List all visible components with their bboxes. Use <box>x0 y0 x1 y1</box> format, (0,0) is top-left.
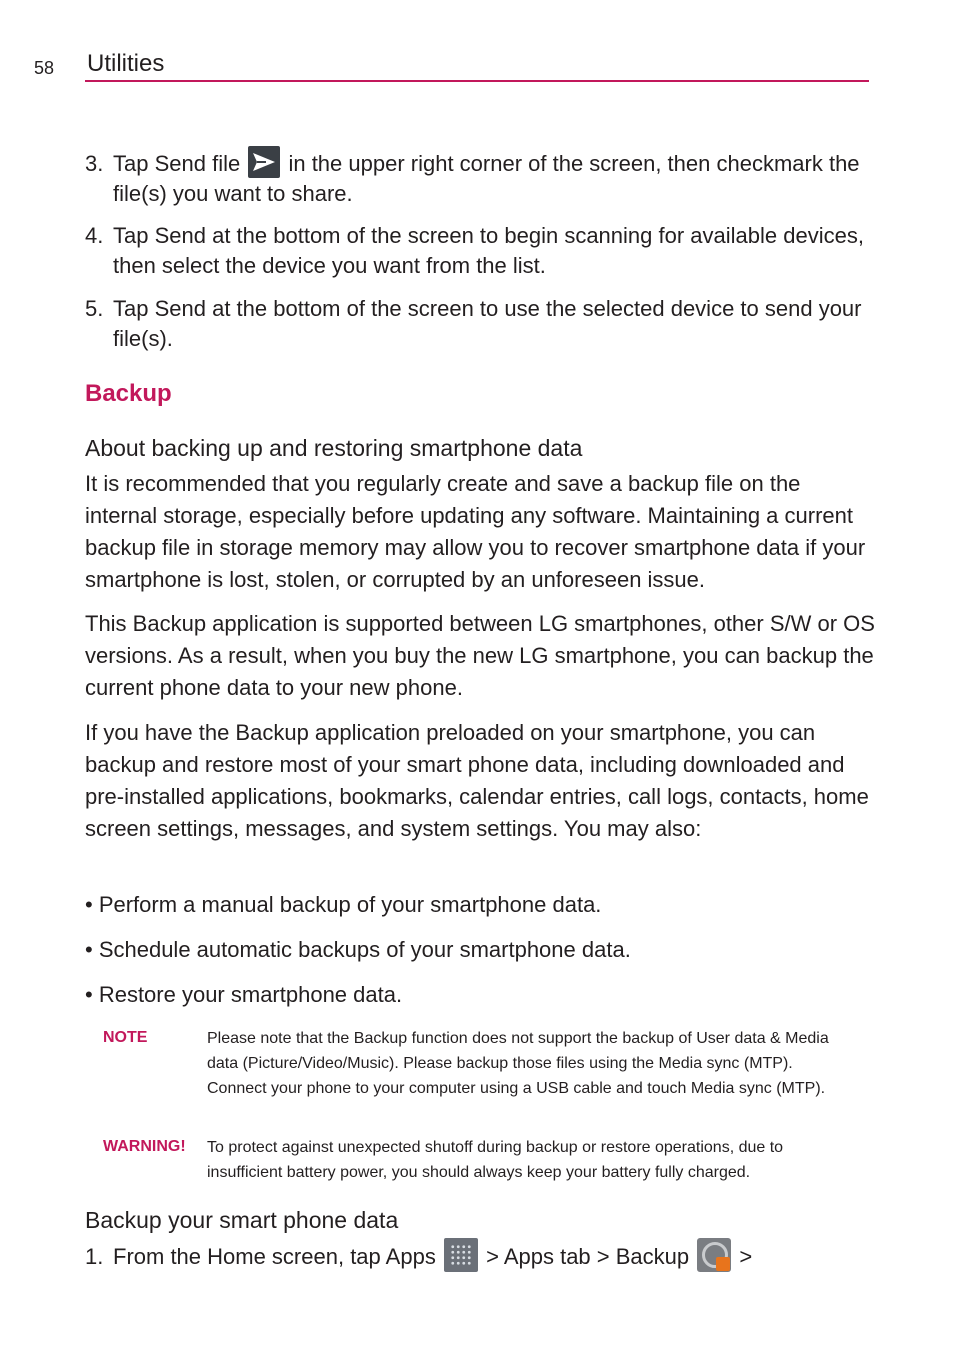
step-text-post: in the upper right corner of the screen, then checkmark the file(s) you want to share. <box>113 151 860 206</box>
apps-label: Apps <box>385 1244 436 1269</box>
step-5 <box>85 294 875 354</box>
header-divider <box>85 80 869 82</box>
backup-label: Backup <box>615 1244 690 1269</box>
page-number: 58 <box>34 58 55 78</box>
backup-data-subheading: Backup your smart phone data <box>85 1207 399 1233</box>
apps-grid-icon <box>444 1238 478 1272</box>
warning-label: WARNING! <box>103 1138 186 1155</box>
note-label: NOTE <box>103 1029 148 1046</box>
step-text-pre: Tap <box>113 296 155 321</box>
send-label: Send <box>154 223 206 248</box>
send-label: Send <box>154 296 206 321</box>
paragraph-2: This Backup application is supported between LG smartphones, other S/W or OS versions. As a result, when you buy the new LG smartphone, you can backup the current phone data to your new phone. <box>85 611 875 700</box>
step-text-pre: Tap <box>113 223 155 248</box>
warning-text: To protect against unexpected shutoff during backup or restore operations, due to insufficient battery power, you should always keep your battery fully charged. <box>207 1139 784 1181</box>
step-text-post: at the bottom of the screen to use the selected device to send your file(s). <box>113 296 862 351</box>
step-3 <box>85 149 875 209</box>
about-backup-subheading: About backing up and restoring smartphone data <box>85 435 583 461</box>
bullet-restore: • Restore your smartphone data. <box>85 982 403 1007</box>
apps-tab-label: Apps <box>503 1244 554 1269</box>
step-number: 4. <box>85 223 104 248</box>
note-text: Please note that the Backup function does not support the backup of User data & Media data (Picture/Video/Music). Please backup those files using the Media sync (MTP). Connect your phone to your computer using a USB cable and touch Media sync (MTP). <box>207 1030 829 1097</box>
step-number: 1. <box>85 1244 104 1269</box>
send-file-label: Send file <box>154 151 241 176</box>
step-text-pre: Tap <box>113 151 155 176</box>
step-1 <box>85 1242 875 1272</box>
backup-heading: Backup <box>85 380 172 407</box>
step-number: 5. <box>85 296 104 321</box>
send-icon <box>248 146 280 178</box>
separator: > <box>479 1244 504 1269</box>
step-number: 3. <box>85 151 104 176</box>
step-text-post: at the bottom of the screen to begin scanning for available devices, then select the device you want from the list. <box>113 223 864 278</box>
paragraph-1: It is recommended that you regularly create and save a backup file on the internal storage, especially before updating any software. Maintaining a current backup file in storage memory may allow you to recover smartphone data if your smartphone is lost, stolen, or corrupted by an unforeseen issue. <box>85 471 866 592</box>
step-text-pre: From the Home screen, tap <box>113 1244 386 1269</box>
paragraph-3: If you have the Backup application preloaded on your smartphone, you can backup and restore most of your smart phone data, including downloaded and pre-installed applications, bookmarks, calendar entries, call logs, contacts, home screen settings, messages, and system settings. You may also: <box>85 720 869 841</box>
section-title: Utilities <box>87 50 165 77</box>
bullet-schedule-backup: • Schedule automatic backups of your smartphone data. <box>85 937 631 962</box>
step-4 <box>85 221 875 281</box>
bullet-manual-backup: • Perform a manual backup of your smartphone data. <box>85 892 602 917</box>
tab-word: tab > <box>553 1244 616 1269</box>
backup-app-icon <box>697 1238 731 1272</box>
step-end: > <box>733 1244 753 1269</box>
